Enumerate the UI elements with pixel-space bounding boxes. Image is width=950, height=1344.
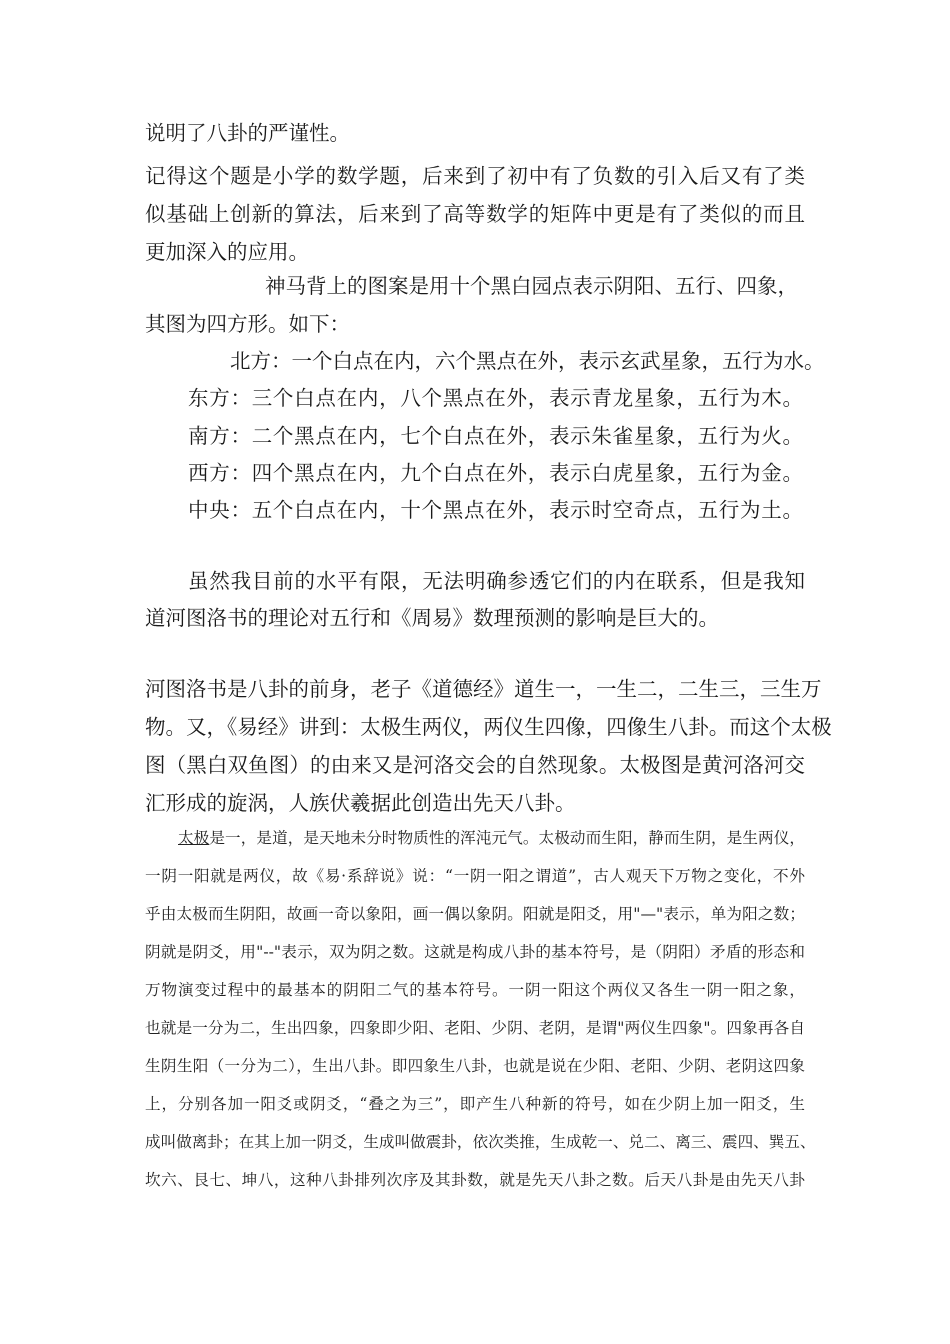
paragraph-line: 也就是一分为二，生出四象，四象即少阳、老阳、少阴、老阴，是谓"两仪生四象"。四象再各自 [145,1019,805,1037]
paragraph-line: 更加深入的应用。 [145,240,309,264]
line-text: 是一，是道，是天地未分时物质性的浑沌元气。太极动而生阳，静而生阴，是生两仪， [209,829,805,847]
paragraph-line: 乎由太极而生阴阳，故画一奇以象阳，画一偶以象阴。阳就是阳爻，用"—"表示，单为阳之数； [145,905,805,923]
direction-south: 南方：二个黑点在内，七个白点在外，表示朱雀星象，五行为火。 [188,424,803,448]
paragraph-line: 神马背上的图案是用十个黑白园点表示阴阳、五行、四象， [265,274,798,298]
paragraph-line: 说明了八卦的严谨性。 [145,121,350,145]
direction-center: 中央：五个白点在内，十个黑点在外，表示时空奇点，五行为土。 [188,498,803,522]
paragraph-line [178,828,805,848]
paragraph-line: 河图洛书是八卦的前身，老子《道德经》道生一，一生二，二生三，三生万 [145,677,822,701]
paragraph-line: 似基础上创新的算法，后来到了高等数学的矩阵中更是有了类似的而且 [145,202,805,226]
paragraph-line: 图（黑白双鱼图）的由来又是河洛交会的自然现象。太极图是黄河洛河交 [145,753,805,777]
paragraph-line: 成叫做离卦；在其上加一阴爻，生成叫做震卦，依次类推，生成乾一、兑二、离三、震四、巽五、 [145,1133,816,1151]
direction-east: 东方：三个白点在内，八个黑点在外，表示青龙星象，五行为木。 [188,386,803,410]
direction-north: 北方：一个白点在内，六个黑点在外，表示玄武星象，五行为水。 [230,349,825,373]
direction-west: 西方：四个黑点在内，九个白点在外，表示白虎星象，五行为金。 [188,461,803,485]
paragraph-line: 上，分别各加一阳爻或阴爻，“叠之为三”，即产生八种新的符号，如在少阴上加一阳爻，生 [145,1095,805,1113]
paragraph-line: 一阴一阳就是两仪，故《易·系辞说》说：“一阴一阳之谓道”，古人观天下万物之变化，不外 [145,867,805,885]
paragraph-line: 坎六、艮七、坤八，这种八卦排列次序及其卦数，就是先天八卦之数。后天八卦是由先天八卦 [145,1171,805,1189]
paragraph-line: 虽然我目前的水平有限，无法明确参透它们的内在联系，但是我知 [188,569,805,593]
paragraph-line: 道河图洛书的理论对五行和《周易》数理预测的影响是巨大的。 [145,606,719,630]
paragraph-line: 记得这个题是小学的数学题，后来到了初中有了负数的引入后又有了类 [145,164,805,188]
paragraph-line: 汇形成的旋涡，人族伏羲据此创造出先天八卦。 [145,791,576,815]
paragraph-line: 物。又，《易经》讲到：太极生两仪，两仪生四像，四像生八卦。而这个太极 [145,715,832,739]
paragraph-line: 生阴生阳（一分为二），生出八卦。即四象生八卦，也就是说在少阳、老阳、少阴、老阴这四象 [145,1057,805,1075]
taiji-link[interactable]: 太极 [178,829,210,847]
paragraph-line: 阴就是阴爻，用"--"表示，双为阴之数。这就是构成八卦的基本符号，是（阴阳）矛盾的形态和 [145,943,805,961]
paragraph-line: 万物演变过程中的最基本的阴阳二气的基本符号。一阴一阳这个两仪又各生一阴一阳之象， [145,981,805,999]
paragraph-line: 其图为四方形。如下： [145,312,350,336]
